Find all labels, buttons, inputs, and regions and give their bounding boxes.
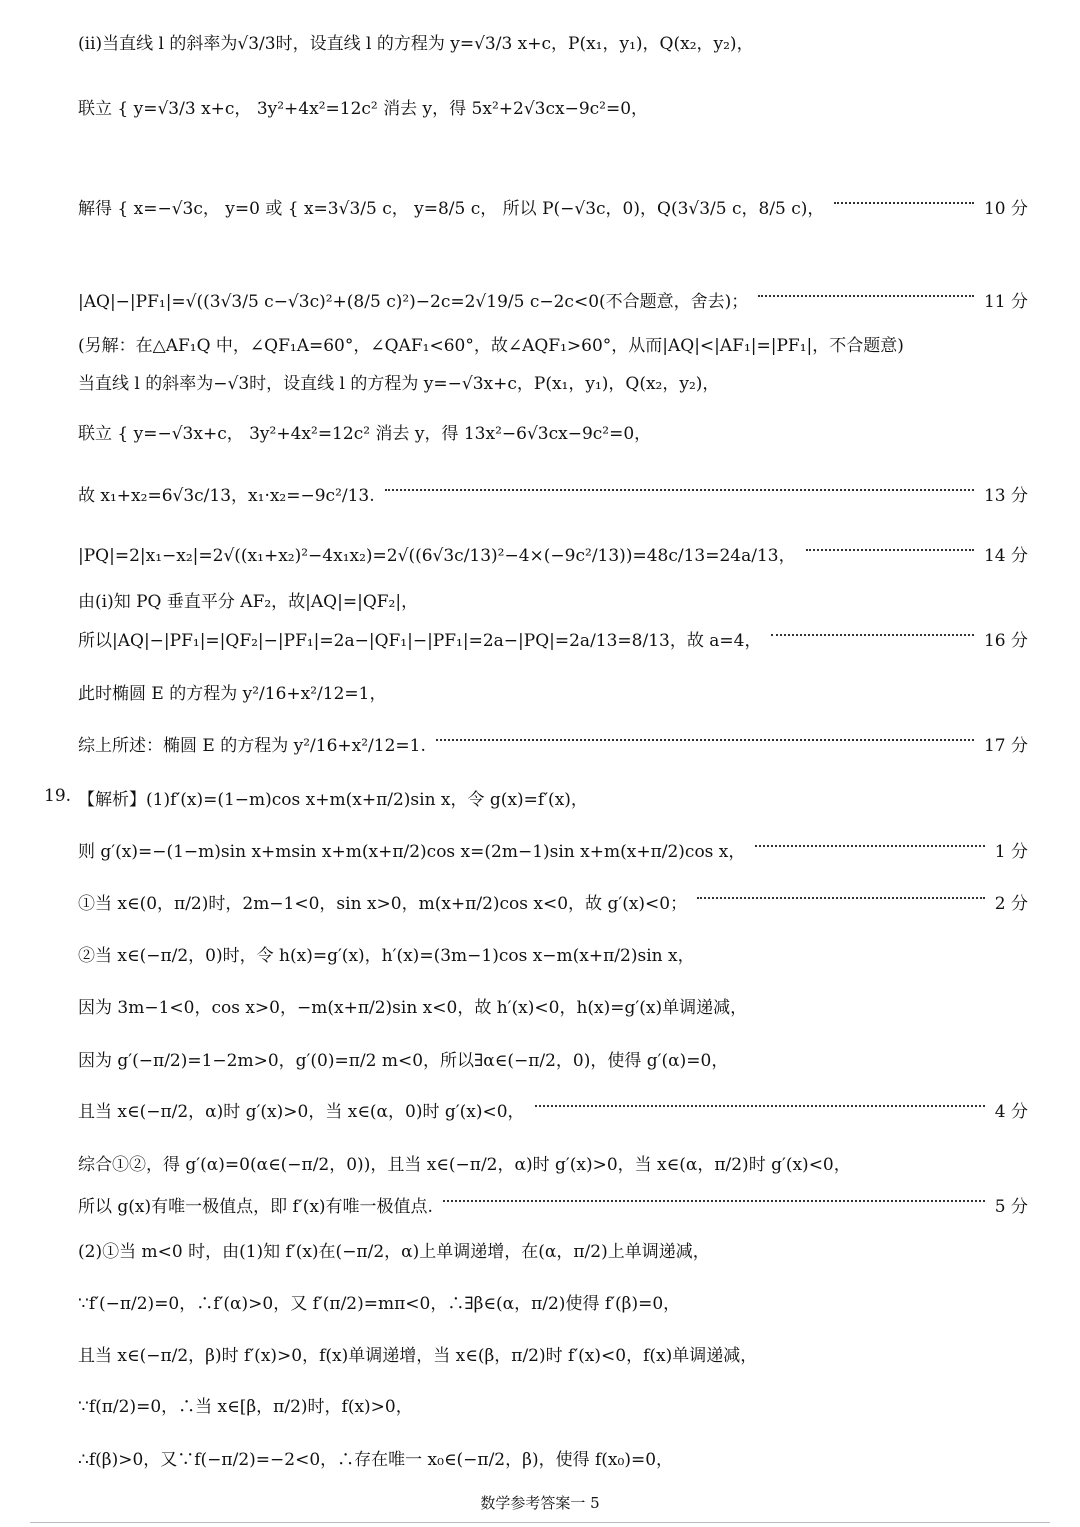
line-text: |AQ|−|PF₁|=√((3√3/5 c−√3c)²+(8/5 c)²)−2c=2√19/5 c−2c<0(不合题意，舍去)； [78, 292, 749, 312]
line-text: (另解：在△AF₁Q 中，∠QF₁A=60°，∠QAF₁<60°，故∠AQF₁>60°，从而|AQ|<|AF₁|=|PF₁|，不合题意) [78, 336, 904, 356]
score-label: 5 分 [994, 1197, 1028, 1217]
line-text: 由(ⅰ)知 PQ 垂直平分 AF₂，故|AQ|=|QF₂|， [78, 592, 419, 612]
line-text: (2)①当 m<0 时，由(1)知 f′(x)在(−π/2，α)上单调递增，在(α，π/2)上单调递减， [78, 1242, 710, 1262]
score-label: 13 分 [983, 486, 1028, 506]
leader-dots [697, 897, 985, 899]
solution-line [78, 785, 1028, 810]
leader-dots [806, 549, 974, 551]
score-label: 1 分 [994, 842, 1028, 862]
solution-line [78, 29, 1028, 54]
footer-rule [30, 1522, 1050, 1523]
line-text: 且当 x∈(−π/2，β)时 f′(x)>0，f(x)单调递增，当 x∈(β，π/2)时 f′(x)<0，f(x)单调递减， [78, 1346, 758, 1366]
solution-line [78, 731, 1028, 756]
line-text: ②当 x∈(−π/2，0)时，令 h(x)=g′(x)，h′(x)=(3m−1)cos x−m(x+π/2)sin x， [78, 946, 695, 966]
score-label: 14 分 [983, 546, 1028, 566]
line-text: 此时椭圆 E 的方程为 y²/16+x²/12=1， [78, 684, 387, 704]
score-label: 2 分 [994, 894, 1028, 914]
leader-dots [385, 489, 974, 491]
line-text: |PQ|=2|x₁−x₂|=2√((x₁+x₂)²−4x₁x₂)=2√((6√3c/13)²−4×(−9c²/13))=48c/13=24a/13， [78, 546, 796, 566]
solution-line [78, 1097, 1028, 1122]
score-label: 4 分 [994, 1102, 1028, 1122]
solution-line [78, 837, 1028, 862]
line-text: (ⅱ)当直线 l 的斜率为√3/3时，设直线 l 的方程为 y=√3/3 x+c，P(x₁，y₁)，Q(x₂，y₂)， [78, 34, 754, 54]
solution-line [78, 941, 1028, 966]
line-text: 解得 { x=−√3c， y=0 或 { x=3√3/5 c， y=8/5 c， 所以 P(−√3c，0)，Q(3√3/5 c，8/5 c)， [78, 199, 825, 219]
solution-line [78, 679, 1028, 704]
solution-line [78, 1445, 1028, 1470]
solution-line [78, 194, 1028, 219]
score-label: 17 分 [983, 736, 1028, 756]
line-text: 联立 { y=√3/3 x+c， 3y²+4x²=12c² 消去 y，得 5x²+2√3cx−9c²=0， [78, 99, 649, 119]
leader-dots [535, 1105, 985, 1107]
page-footer: 数学参考答案一 5 [480, 1494, 600, 1512]
solution-line [78, 587, 1028, 612]
solution-line [78, 1289, 1028, 1314]
solution-line [78, 993, 1028, 1018]
solution-line [78, 1392, 1028, 1417]
leader-dots [436, 739, 974, 741]
solution-line [78, 1046, 1028, 1071]
solution-line [78, 626, 1028, 651]
line-text: 故 x₁+x₂=6√3c/13，x₁·x₂=−9c²/13. [78, 486, 375, 506]
line-text: 联立 { y=−√3x+c， 3y²+4x²=12c² 消去 y，得 13x²−6√3cx−9c²=0， [78, 424, 652, 444]
line-text: ∵f′(−π/2)=0，∴f′(α)>0，又 f′(π/2)=mπ<0，∴∃β∈(α，π/2)使得 f′(β)=0， [78, 1294, 681, 1314]
solution-line [78, 287, 1028, 312]
solution-line [78, 1150, 1028, 1175]
line-text: 综合①②，得 g′(α)=0(α∈(−π/2，0))，且当 x∈(−π/2，α)时 g′(x)>0，当 x∈(α，π/2)时 g′(x)<0， [78, 1155, 851, 1175]
line-text: 【解析】(1)f′(x)=(1−m)cos x+m(x+π/2)sin x，令 g(x)=f′(x)， [78, 790, 588, 810]
solution-line [78, 419, 1028, 444]
solution-line [78, 889, 1028, 914]
score-label: 11 分 [983, 292, 1028, 312]
line-text: 所以|AQ|−|PF₁|=|QF₂|−|PF₁|=2a−|QF₁|−|PF₁|=2a−|PQ|=2a/13=8/13，故 a=4， [78, 631, 762, 651]
leader-dots [443, 1200, 985, 1202]
line-text: 综上所述：椭圆 E 的方程为 y²/16+x²/12=1. [78, 736, 426, 756]
solution-line [78, 331, 1028, 356]
line-text: 当直线 l 的斜率为−√3时，设直线 l 的方程为 y=−√3x+c，P(x₁，y₁)，Q(x₂，y₂)， [78, 374, 720, 394]
solution-line [78, 94, 1028, 119]
line-text: ∴f(β)>0，又∵f(−π/2)=−2<0，∴存在唯一 x₀∈(−π/2，β)，使得 f(x₀)=0， [78, 1450, 674, 1470]
leader-dots [771, 634, 974, 636]
leader-dots [758, 295, 974, 297]
score-label: 10 分 [983, 199, 1028, 219]
line-text: 因为 3m−1<0，cos x>0，−m(x+π/2)sin x<0，故 h′(x)<0，h(x)=g′(x)单调递减， [78, 998, 748, 1018]
problem-number: 19. [44, 786, 72, 806]
leader-dots [834, 202, 974, 204]
solution-line [78, 1341, 1028, 1366]
score-label: 16 分 [983, 631, 1028, 651]
line-text: 所以 g(x)有唯一极值点，即 f′(x)有唯一极值点. [78, 1197, 433, 1217]
solution-line [78, 1192, 1028, 1217]
leader-dots [755, 845, 984, 847]
solution-line [78, 481, 1028, 506]
solution-line [78, 369, 1028, 394]
line-text: ∵f(π/2)=0，∴当 x∈[β，π/2)时，f(x)>0， [78, 1397, 413, 1417]
solution-line [78, 541, 1028, 566]
line-text: 因为 g′(−π/2)=1−2m>0，g′(0)=π/2 m<0，所以∃α∈(−π/2，0)，使得 g′(α)=0， [78, 1051, 729, 1071]
line-text: 则 g′(x)=−(1−m)sin x+msin x+m(x+π/2)cos x=(2m−1)sin x+m(x+π/2)cos x， [78, 842, 746, 862]
line-text: 且当 x∈(−π/2，α)时 g′(x)>0，当 x∈(α，0)时 g′(x)<0， [78, 1102, 525, 1122]
solution-line [78, 1237, 1028, 1262]
line-text: ①当 x∈(0，π/2)时，2m−1<0，sin x>0，m(x+π/2)cos x<0，故 g′(x)<0； [78, 894, 688, 914]
